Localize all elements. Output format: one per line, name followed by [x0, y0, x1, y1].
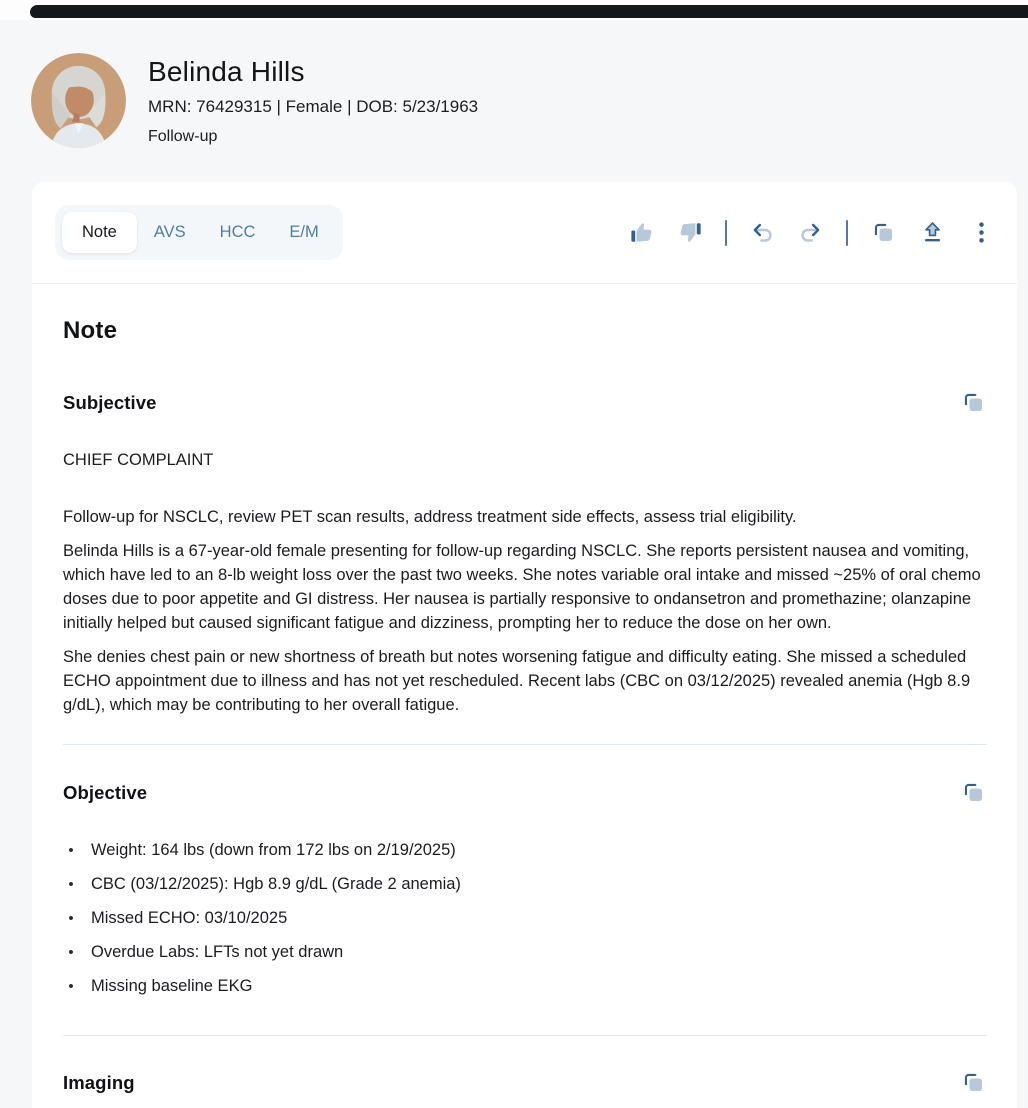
subjective-paragraph: Belinda Hills is a 67-year-old female presenting for follow-up regarding NSCLC. She reports persistent nausea and vomiting, which have led to an 8-lb weight loss over the past two weeks. She notes variable oral intake and missed ~25% of oral chemo doses due to poor appetite and GI distress. Her nausea is partially responsive to ondansetron and promethazine; olanzapine initially helped but caused significant fatigue and dizziness, prompting her to reduce the dose on her own. [63, 542, 981, 632]
card-toolbar [32, 182, 1017, 260]
copy-icon [870, 219, 897, 246]
copy-objective-button[interactable] [960, 779, 987, 806]
subjective-paragraph: She denies chest pain or new shortness of breath but notes worsening fatigue and difficulty eating. She missed a scheduled ECHO appointment due to illness and has not yet rescheduled. Recent labs (CBC on 03/12/2025) revealed anemia (Hgb 8.9 g/dL), which may be contributing to her overall fatigue. [63, 648, 971, 714]
thumbs-down-icon [677, 219, 704, 246]
patient-header [0, 20, 1028, 182]
note-title: Note [63, 317, 118, 344]
bullet-icon: • [68, 977, 74, 995]
objective-section-header [63, 779, 987, 806]
window-chrome-strip [30, 5, 1028, 18]
copy-icon [960, 779, 987, 806]
overflow-menu-button[interactable] [967, 219, 995, 247]
list-item: • Missing baseline EKG [63, 969, 987, 1003]
list-item: • CBC (03/12/2025): Hgb 8.9 g/dL (Grade 2 anemia) [63, 867, 987, 901]
upload-icon [919, 219, 946, 246]
thumbs-up-icon [628, 219, 655, 246]
export-button[interactable] [918, 219, 946, 247]
tab-em[interactable]: E/M [272, 212, 335, 253]
visit-type: Follow-up [148, 128, 218, 145]
copy-note-button[interactable] [869, 219, 897, 247]
undo-icon [748, 220, 776, 246]
patient-meta: MRN: 76429315 | Female | DOB: 5/23/1963 [148, 97, 479, 116]
copy-subjective-button[interactable] [960, 389, 987, 416]
tab-avs[interactable]: AVS [137, 212, 203, 253]
chief-complaint-label: CHIEF COMPLAINT [63, 451, 214, 469]
copy-icon [960, 1069, 987, 1096]
kebab-menu-icon [968, 219, 995, 246]
subjective-paragraph: Follow-up for NSCLC, review PET scan results, address treatment side effects, assess trial eligibility. [63, 508, 797, 526]
bullet-icon: • [68, 875, 74, 893]
bullet-icon: • [68, 841, 74, 859]
section-divider [63, 1035, 987, 1036]
section-divider [63, 744, 987, 745]
toolbar-divider [32, 283, 1017, 284]
toolbar-separator [846, 220, 848, 246]
tab-note[interactable]: Note [62, 212, 137, 253]
note-content [32, 316, 1017, 1096]
patient-name: Belinda Hills [148, 56, 305, 87]
patient-info [148, 53, 478, 146]
objective-bullet-list [63, 833, 987, 1003]
copy-icon [960, 389, 987, 416]
thumbs-down-button[interactable] [676, 219, 704, 247]
top-strip [0, 0, 1028, 20]
list-item: • Weight: 164 lbs (down from 172 lbs on 2/19/2025) [63, 833, 987, 867]
toolbar-separator [725, 220, 727, 246]
tab-hcc[interactable]: HCC [203, 212, 273, 253]
thumbs-up-button[interactable] [627, 219, 655, 247]
list-item: • Missed ECHO: 03/10/2025 [63, 901, 987, 935]
subjective-section-header [63, 389, 987, 416]
list-item: • Overdue Labs: LFTs not yet drawn [63, 935, 987, 969]
objective-heading: Objective [63, 781, 148, 803]
note-card [32, 182, 1017, 1108]
icon-toolbar [627, 219, 995, 247]
redo-button[interactable] [797, 219, 825, 247]
undo-button[interactable] [748, 219, 776, 247]
tab-group [55, 205, 343, 260]
subjective-heading: Subjective [63, 391, 157, 413]
avatar [31, 53, 126, 148]
bullet-icon: • [68, 943, 74, 961]
imaging-heading: Imaging [63, 1071, 135, 1093]
redo-icon [797, 220, 825, 246]
copy-imaging-button[interactable] [960, 1069, 987, 1096]
bullet-icon: • [68, 909, 74, 927]
imaging-section-header [63, 1069, 987, 1096]
